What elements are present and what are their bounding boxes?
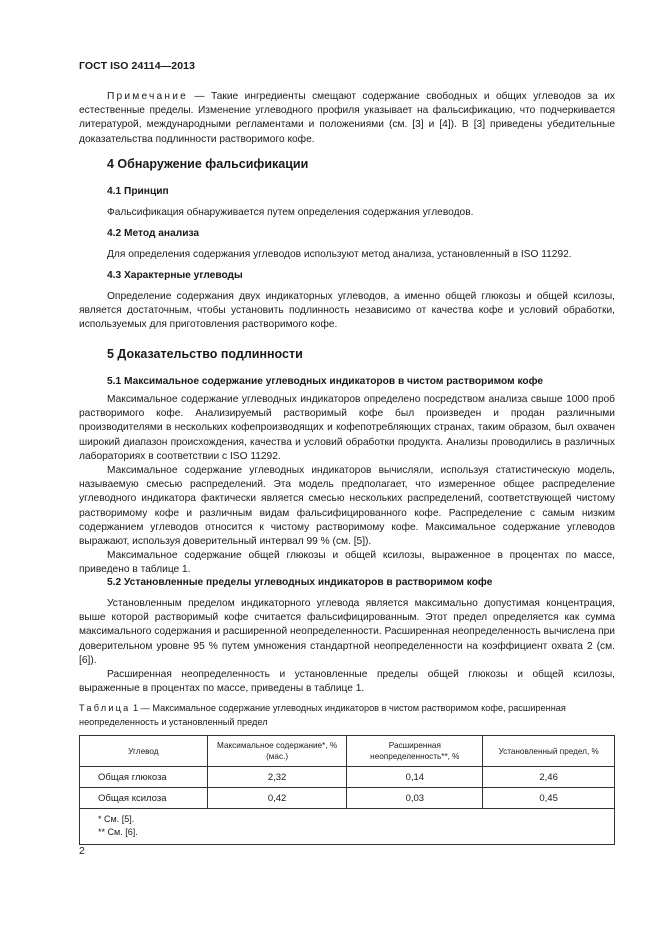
table-header-cell: Углевод xyxy=(80,736,208,767)
carbohydrate-table xyxy=(79,735,615,845)
section-4-2-text: Для определения содержания углеводов используют метод анализа, установленный в ISO 11292. xyxy=(107,249,572,260)
section-5-1-text xyxy=(79,393,615,578)
table-cell: 0,03 xyxy=(347,788,483,809)
table-note: ** См. [6]. xyxy=(98,826,138,837)
table-note: * См. [5]. xyxy=(98,814,135,824)
paragraph: Установленным пределом индикаторного углевода является максимально допустимая концентрация, выше которой растворимый кофе считается фальсифицированным. Этот предел определяется как сумма максимального содержания и расширенной неопределенности. Расширенная неопределенность вычислена при доверительном уровне 95 % путем умножения стандартной неопределенности на коэффициент охвата 2 (см. [6]). xyxy=(79,598,615,666)
table-header-row xyxy=(80,736,615,767)
table-row xyxy=(80,788,615,809)
table-caption-label: Таблица xyxy=(79,703,131,713)
table-row xyxy=(80,767,615,788)
section-4-3-text: Определение содержания двух индикаторных углеводов, а именно общей глюкозы и общей ксилозы, является достаточным, чтобы установить подлинность независимо от качества кофе и условий обработки, используемых для приготовления растворимого кофе. xyxy=(79,291,615,331)
table-cell: 2,32 xyxy=(207,767,347,788)
table-notes-row xyxy=(80,809,615,845)
note-text: — Такие ингредиенты смещают содержание свободных и общих углеводов за их естественные пределы. Изменение углеводного профиля указывает на фальсификацию, что подчеркивается литературой, международными регламентами и положениями (см. [3] и [4]). В [3] приведены убедительные доказательства подлинности растворимого кофе. xyxy=(79,91,615,145)
table-cell: 0,45 xyxy=(483,788,615,809)
section-5-2-text xyxy=(79,597,615,696)
paragraph: Максимальное содержание общей глюкозы и общей ксилозы, выраженное в процентах по массе, приведено в таблице 1. xyxy=(79,550,615,576)
section-4-2-title: 4.2 Метод анализа xyxy=(107,228,200,239)
table-cell: Общая ксилоза xyxy=(80,788,208,809)
paragraph: Максимальное содержание углеводных индикаторов определено посредством анализа свыше 1000 проб растворимого кофе. Анализируемый растворимый кофе был произведен и продан различными производителями в нескольких кофепроизводящих и кофепотребляющих странах, таким образом, был охвачен широкий диапазон происхождения, качества и условий обработки продукта. Анализы проводились в различных лабораториях в соответствии с ISO 11292. xyxy=(79,394,615,462)
table-cell: Общая глюкоза xyxy=(80,767,208,788)
table-caption-text: 1 — Максимальное содержание углеводных индикаторов в чистом растворимом кофе, расширенная неопределенность и установленный предел xyxy=(79,703,566,727)
table-caption xyxy=(79,702,615,729)
table-header-cell: Максимальное содержание*, % (мас.) xyxy=(207,736,347,767)
section-4-1-title: 4.1 Принцип xyxy=(107,186,169,197)
table-cell: 2,46 xyxy=(483,767,615,788)
table-cell: 0,42 xyxy=(207,788,347,809)
table-header-cell: Установленный предел, % xyxy=(483,736,615,767)
table-cell: 0,14 xyxy=(347,767,483,788)
table-notes xyxy=(80,809,615,845)
section-4-3-title: 4.3 Характерные углеводы xyxy=(107,270,243,281)
paragraph: Максимальное содержание углеводных индикаторов вычисляли, используя статистическую модель, называемую смесью распределений. Эта модель предполагает, что измеренное общее распределение углеводного индикатора фактически является смесью нескольких распределений, соответствующей чистому растворимому кофе и различным видам фальсифицированного кофе. Распределение с самым низким содержанием углеводов относится к чистому растворимому кофе. Максимальное содержание углеводов выражают, используя доверительный интервал 99 % (см. [5]). xyxy=(79,465,615,548)
table-header-cell: Расширенная неопределенность**, % xyxy=(347,736,483,767)
section-4-1-text: Фальсификация обнаруживается путем определения содержания углеводов. xyxy=(107,207,474,218)
section-5-2-title: 5.2 Установленные пределы углеводных индикаторов в растворимом кофе xyxy=(107,577,493,588)
section-5-1-title: 5.1 Максимальное содержание углеводных индикаторов в чистом растворимом кофе xyxy=(107,376,544,387)
document-header: ГОСТ ISO 24114—2013 xyxy=(79,60,196,72)
note-paragraph xyxy=(79,90,615,147)
paragraph: Расширенная неопределенность и установленные пределы общей глюкозы и общей ксилозы, выраженные в процентах по массе, приведены в таблице 1. xyxy=(79,669,615,695)
section-5-title: 5 Доказательство подлинности xyxy=(107,347,303,361)
note-label: Примечание xyxy=(107,91,188,102)
page-number: 2 xyxy=(79,845,85,857)
section-4-title: 4 Обнаружение фальсификации xyxy=(107,157,309,171)
